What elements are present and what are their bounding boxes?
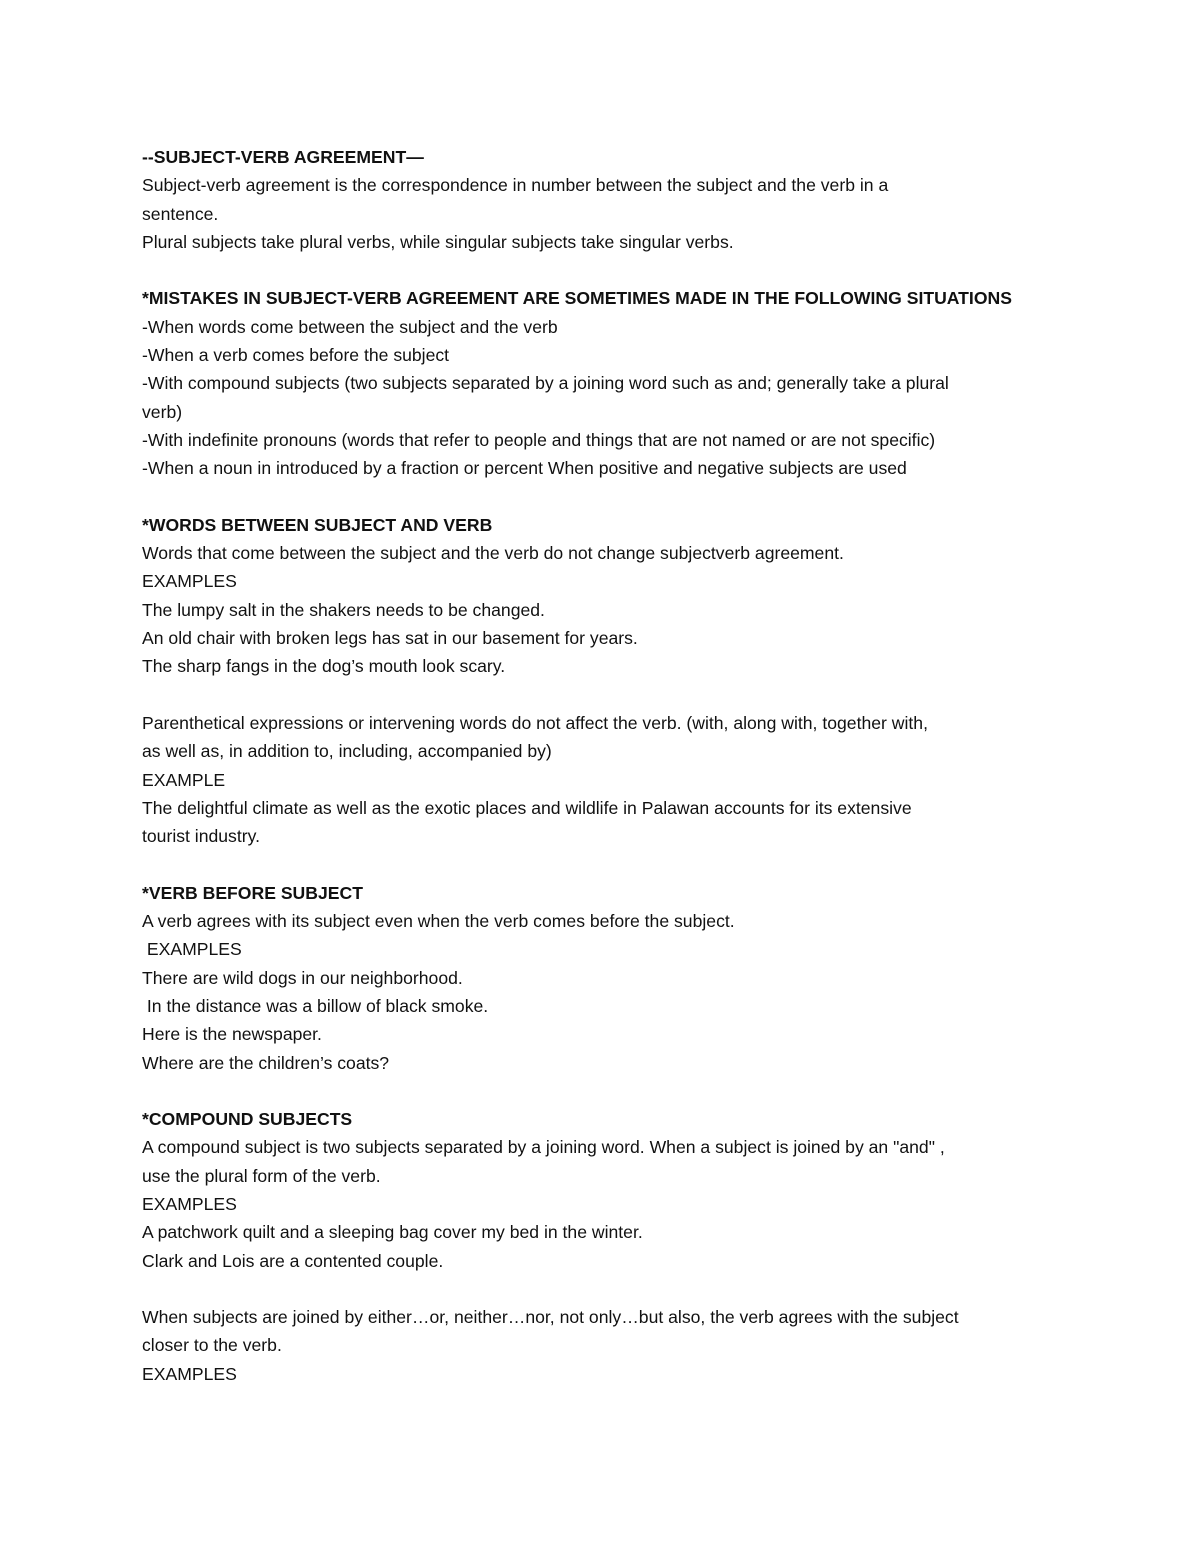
example-sentence: tourist industry. [142, 826, 260, 847]
example-sentence: The sharp fangs in the dog’s mouth look scary. [142, 656, 506, 677]
example-sentence: Here is the newspaper. [142, 1024, 322, 1045]
words-between-rule: Words that come between the subject and the verb do not change subjectverb agreement. [142, 543, 844, 564]
example-sentence: In the distance was a billow of black smoke. [142, 995, 489, 1016]
intro-line: Plural subjects take plural verbs, while singular subjects take singular verbs. [142, 231, 734, 252]
intro-line: sentence. [142, 203, 219, 224]
mistakes-item: -With indefinite pronouns (words that refer to people and things that are not named or are not specific) [142, 429, 936, 450]
mistakes-item: -When a verb comes before the subject [142, 345, 450, 366]
mistakes-item: -With compound subjects (two subjects separated by a joining word such as and; generally take a plural [142, 373, 949, 394]
paragraph-gap [142, 1077, 1072, 1105]
compound-rule: A compound subject is two subjects separated by a joining word. When a subject is joined by an "and" , [142, 1137, 945, 1158]
mistakes-item: -When a noun in introduced by a fraction or percent When positive and negative subjects are used [142, 458, 907, 479]
examples-label: EXAMPLES [142, 1193, 237, 1214]
examples-label: EXAMPLES [142, 939, 242, 960]
paragraph-gap [142, 483, 1072, 511]
parenthetical-rule: Parenthetical expressions or intervening words do not affect the verb. (with, along with, together with, [142, 712, 928, 733]
examples-label: EXAMPLES [142, 1363, 237, 1384]
words-between-heading: *WORDS BETWEEN SUBJECT AND VERB [142, 514, 493, 535]
example-sentence: The delightful climate as well as the exotic places and wildlife in Palawan accounts for its extensive [142, 797, 912, 818]
example-sentence: The lumpy salt in the shakers needs to be changed. [142, 599, 545, 620]
example-sentence: There are wild dogs in our neighborhood. [142, 967, 463, 988]
verb-before-rule: A verb agrees with its subject even when the verb comes before the subject. [142, 911, 735, 932]
example-sentence: A patchwork quilt and a sleeping bag cover my bed in the winter. [142, 1222, 643, 1243]
example-sentence: An old chair with broken legs has sat in our basement for years. [142, 628, 638, 649]
compound-heading: *COMPOUND SUBJECTS [142, 1109, 353, 1130]
verb-before-heading: *VERB BEFORE SUBJECT [142, 882, 363, 903]
paragraph-gap [142, 1275, 1072, 1303]
compound-rule: use the plural form of the verb. [142, 1165, 381, 1186]
mistakes-item: -When words come between the subject and the verb [142, 316, 558, 337]
mistakes-heading: *MISTAKES IN SUBJECT-VERB AGREEMENT ARE SOMETIMES MADE IN THE FOLLOWING SITUATIONS [142, 288, 1012, 309]
paragraph-gap [142, 256, 1072, 284]
either-or-rule: When subjects are joined by either…or, neither…nor, not only…but also, the verb agrees with the subject [142, 1307, 959, 1328]
paragraph-gap [142, 850, 1072, 878]
example-sentence: Clark and Lois are a contented couple. [142, 1250, 444, 1271]
paragraph-gap [142, 681, 1072, 709]
either-or-rule: closer to the verb. [142, 1335, 282, 1356]
parenthetical-rule: as well as, in addition to, including, accompanied by) [142, 741, 552, 762]
examples-label: EXAMPLES [142, 571, 237, 592]
mistakes-item: verb) [142, 401, 183, 422]
intro-line: Subject-verb agreement is the correspondence in number between the subject and the verb in a [142, 175, 889, 196]
example-sentence: Where are the children’s coats? [142, 1052, 390, 1073]
document-page [142, 143, 1072, 1388]
example-label: EXAMPLE [142, 769, 226, 790]
document-title: --SUBJECT-VERB AGREEMENT— [142, 147, 424, 167]
